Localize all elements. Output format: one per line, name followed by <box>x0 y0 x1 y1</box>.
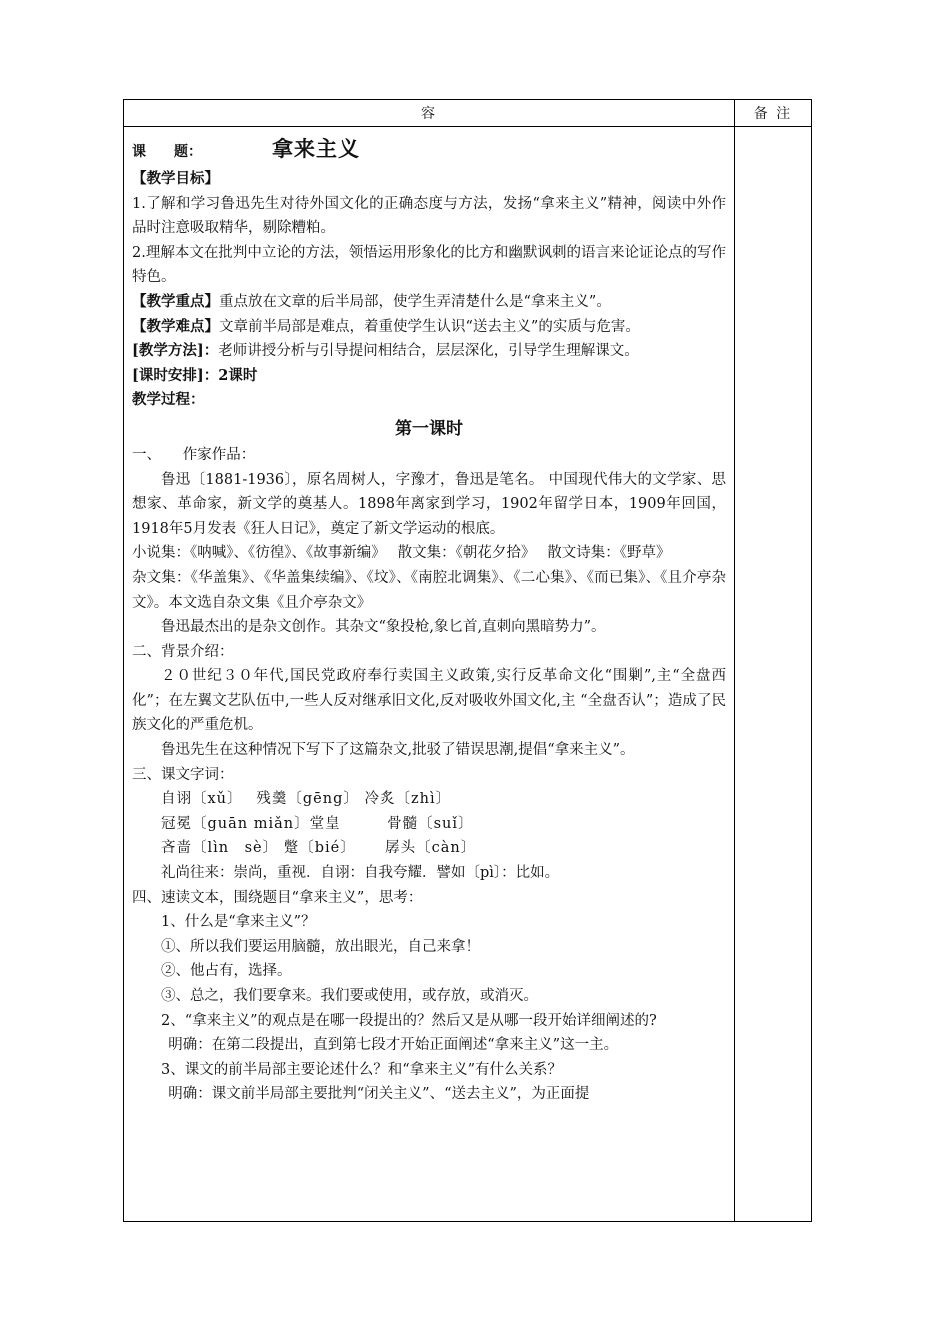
lesson-content <box>132 131 726 1107</box>
difficulty-label: 【教学难点】 <box>132 317 219 335</box>
header-remarks-cell: 备 注 <box>735 100 812 127</box>
section1-heading: 一、 作家作品： <box>132 446 256 463</box>
schedule-label: [课时安排]： <box>132 366 219 384</box>
schedule-text: 2课时 <box>218 366 258 384</box>
key-point-label: 【教学重点】 <box>132 292 219 310</box>
answer-1a: ①、所以我们要运用脑髓，放出眼光，自己来拿！ <box>161 938 480 955</box>
method-label: [教学方法]： <box>132 342 219 360</box>
section4-heading: 四、速读文本，围绕题目“拿来主义”，思考： <box>132 889 423 906</box>
works-essays: 杂文集：《华盖集》、《华盖集续编》、《坟》、《南腔北调集》、《二心集》、《而已集》、《且介亭杂文》。本文选自杂文集《且介亭杂文》 <box>132 569 726 611</box>
key-point <box>132 290 726 315</box>
question-3: 3、课文的前半局部主要论述什么？和“拿来主义”有什么关系？ <box>161 1061 563 1078</box>
goal-item-1: 1.了解和学习鲁迅先生对待外国文化的正确态度与方法，发扬“拿来主义”精神，阅读中外作品时注意吸取精华，剔除糟粕。 <box>132 195 726 237</box>
vocab-line-2: 冠冕〔guān miǎn〕堂皇 骨髓〔suǐ〕 <box>161 815 474 832</box>
key-point-text: 重点放在文章的后半局部，使学生弄清楚什么是“拿来主义”。 <box>219 293 611 310</box>
method-text: 老师讲授分析与引导提问相结合，层层深化，引导学生理解课文。 <box>218 343 639 360</box>
goal-item-2: 2.理解本文在批判中立论的方法，领悟运用形象化的比方和幽默讽刺的语言来论证论点的写作特色。 <box>132 244 726 286</box>
goals-heading: 【教学目标】 <box>132 170 219 187</box>
answer-1c: ③、总之，我们要拿来。我们要或使用，或存放，或消灭。 <box>161 988 538 1004</box>
answer-2: 明确：在第二段提出，直到第七段才开始正面阐述“拿来主义”这一主。 <box>168 1037 619 1054</box>
teaching-method <box>132 339 726 364</box>
vocab-line-4: 礼尚往来：崇尚，重视．自诩：自我夸耀．譬如〔pì〕：比如。 <box>161 865 560 882</box>
header-content-cell: 容 <box>124 100 735 127</box>
answer-3: 明确：课文前半局部主要批判“闭关主义”、“送去主义”，为正面提 <box>168 1086 590 1103</box>
author-bio: 鲁迅〔1881-1936〕，原名周树人，字豫才，鲁迅是笔名。 中国现代伟大的文学家、思想家、革命家，新文学的奠基人。1898年离家到学习，1902年留学日本，1909年回国，1918年5月发表《狂人日记》，奠定了新文学运动的根底。 <box>132 471 726 537</box>
difficulty <box>132 315 726 340</box>
lesson-label: 课 题： <box>132 144 202 160</box>
lesson-plan-table <box>123 99 812 1222</box>
first-lesson-title: 第一课时 <box>395 418 463 439</box>
section3-heading: 三、课文字词： <box>132 766 234 783</box>
content-cell <box>124 127 735 1222</box>
schedule <box>132 364 726 389</box>
lesson-title-row <box>132 131 726 167</box>
lesson-title: 拿来主义 <box>272 136 360 161</box>
background-p2: 鲁迅先生在这种情况下写下了这篇杂文,批驳了错误思潮,提倡“拿来主义”。 <box>161 742 635 759</box>
question-1: 1、什么是“拿来主义”？ <box>161 914 316 931</box>
answer-1b: ②、他占有，选择。 <box>161 963 292 980</box>
vocab-line-3: 吝啬〔lìn sè〕 蹩〔bié〕 孱头〔càn〕 <box>161 840 477 857</box>
remarks-cell <box>735 127 812 1222</box>
question-2: 2、“拿来主义”的观点是在哪一段提出的？然后又是从哪一段开始详细阐述的? <box>161 1012 657 1029</box>
background-p1: ２０世纪３０年代,国民党政府奉行卖国主义政策,实行反革命文化“围剿”,主“全盘西化”；在左翼文艺队伍中,一些人反对继承旧文化,反对吸收外国文化,主 “全盘否认”；造成了民族文化的严重危机。 <box>132 668 726 734</box>
works-novels: 小说集：《呐喊》、《彷徨》、《故事新编》 散文集：《朝花夕拾》 散文诗集：《野草》 <box>132 545 671 562</box>
author-essay-note: 鲁迅最杰出的是杂文创作。其杂文“象投枪,象匕首,直刺向黑暗势力”。 <box>161 619 606 636</box>
difficulty-text: 文章前半局部是难点，着重使学生认识“送去主义”的实质与危害。 <box>219 318 640 335</box>
vocab-line-1: 自诩〔xǔ〕 残羹〔gēng〕 冷炙〔zhì〕 <box>161 791 452 808</box>
process-label: 教学过程： <box>132 391 205 409</box>
section2-heading: 二、背景介绍： <box>132 643 234 660</box>
